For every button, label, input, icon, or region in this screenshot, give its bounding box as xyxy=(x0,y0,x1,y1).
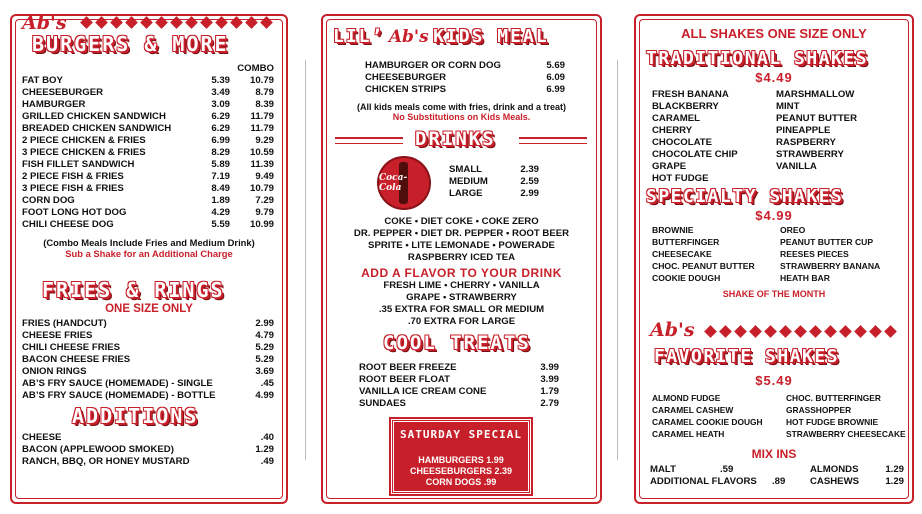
item-price: 5.29 xyxy=(255,354,274,365)
special-items xyxy=(394,455,528,488)
shake-flavor: CARAMEL xyxy=(652,113,700,124)
item-name: 2 PIECE CHICKEN & FRIES xyxy=(22,135,146,146)
item-name: HAMBURGER OR CORN DOG xyxy=(365,60,501,71)
item-price: 3.99 xyxy=(540,374,559,385)
combo-price: 9.79 xyxy=(255,207,274,218)
item-name: FOOT LONG HOT DOG xyxy=(22,207,127,218)
item-name: BACON CHEESE FRIES xyxy=(22,354,131,365)
traditional-price: $4.49 xyxy=(755,70,793,85)
shakes-panel xyxy=(634,14,914,504)
menu-row xyxy=(22,390,274,402)
item-name: HAMBURGER xyxy=(22,99,86,110)
specialty-list xyxy=(652,224,880,284)
combo-price: 10.99 xyxy=(249,219,274,230)
item-price: .40 xyxy=(260,432,274,443)
item-name: FISH FILLET SANDWICH xyxy=(22,159,135,170)
drink-line: SPRITE • LITE LEMONADE • POWERADE xyxy=(368,240,555,251)
item-name: SUNDAES xyxy=(359,398,406,409)
combo-price: 9.49 xyxy=(255,171,274,182)
menu-row xyxy=(22,87,274,99)
abs-logo: Ab's xyxy=(22,12,67,34)
flavor-line: GRAPE • STRAWBERRY xyxy=(406,292,517,303)
shake-flavor: CHOCOLATE CHIP xyxy=(652,149,738,160)
kids-title: KIDS MEAL xyxy=(433,26,549,47)
flavor-line: .35 EXTRA FOR SMALL OR MEDIUM xyxy=(378,304,545,315)
item-name: ROOT BEER FREEZE xyxy=(359,362,457,373)
item-price: 4.79 xyxy=(255,330,274,341)
item-name: CHEESE FRIES xyxy=(22,330,93,341)
drink-size: SMALL xyxy=(449,164,483,175)
menu-row xyxy=(22,135,274,147)
shake-flavor: MINT xyxy=(776,101,800,112)
shake-flavor: STRAWBERRY CHEESECAKE xyxy=(786,429,906,439)
drink-options xyxy=(323,216,600,264)
item-price: 3.09 xyxy=(211,99,230,110)
shake-size-note: ALL SHAKES ONE SIZE ONLY xyxy=(681,26,867,41)
item-price: 6.29 xyxy=(211,123,230,134)
menu-row xyxy=(359,398,559,410)
flavor-options xyxy=(323,280,600,328)
kids-list xyxy=(365,60,565,96)
item-name: VANILLA ICE CREAM CONE xyxy=(359,386,487,397)
shake-flavor: BUTTERFINGER xyxy=(652,237,720,247)
item-name: ONION RINGS xyxy=(22,366,87,377)
shake-flavor: RASPBERRY xyxy=(776,137,836,148)
item-name: 2 PIECE FISH & FRIES xyxy=(22,171,124,182)
menu-row xyxy=(22,318,274,330)
item-name: BACON (APPLEWOOD SMOKED) xyxy=(22,444,174,455)
item-price: 3.69 xyxy=(255,366,274,377)
menu-row xyxy=(22,354,274,366)
combo-price: 11.79 xyxy=(250,111,274,122)
item-name: CHEESEBURGER xyxy=(365,72,447,83)
item-price: 1.79 xyxy=(540,386,559,397)
special-line: CORN DOGS .99 xyxy=(425,477,497,487)
special-line: HAMBURGERS 1.99 xyxy=(418,455,504,465)
shake-flavor: PEANUT BUTTER xyxy=(776,113,858,124)
flavor-line: FRESH LIME • CHERRY • VANILLA xyxy=(383,280,540,291)
item-price: 5.89 xyxy=(211,159,230,170)
column-divider xyxy=(617,60,618,460)
shake-flavor: HOT FUDGE xyxy=(652,173,709,184)
item-name: 3 PIECE FISH & FRIES xyxy=(22,183,124,194)
menu-row xyxy=(22,171,274,183)
menu-row xyxy=(22,195,274,207)
specialty-title: SPECIALTY SHAKES xyxy=(646,186,844,207)
fries-title: FRIES & RINGS xyxy=(42,278,225,302)
special-title: SATURDAY SPECIAL xyxy=(400,428,522,441)
item-name: CHILI CHEESE FRIES xyxy=(22,342,121,353)
kids-drinks-panel xyxy=(321,14,602,504)
burgers-panel xyxy=(10,14,288,504)
rule xyxy=(519,137,587,144)
item-price: 4.99 xyxy=(255,390,274,401)
item-price: 6.99 xyxy=(211,135,230,146)
item-name: CORN DOG xyxy=(22,195,75,206)
drink-size: LARGE xyxy=(449,188,483,199)
burgers-title: BURGERS & MORE xyxy=(32,32,229,56)
column-divider xyxy=(305,60,306,460)
menu-row xyxy=(22,444,274,456)
mixin-name: ALMONDS xyxy=(810,464,859,475)
item-price: 5.29 xyxy=(255,342,274,353)
menu-row xyxy=(22,456,274,468)
coca-cola-logo: Coca-Cola xyxy=(379,158,429,208)
item-price: 7.19 xyxy=(211,171,230,182)
shake-flavor: MARSHMALLOW xyxy=(776,89,855,100)
item-name: CHEESE xyxy=(22,432,62,443)
treats-list xyxy=(359,362,559,410)
combo-price: 10.79 xyxy=(249,183,274,194)
shake-flavor: CHEESECAKE xyxy=(652,249,712,259)
mixin-price: 1.29 xyxy=(885,464,904,475)
shake-flavor: VANILLA xyxy=(776,161,817,172)
menu-row xyxy=(22,75,274,87)
item-price: 5.59 xyxy=(211,219,230,230)
shake-flavor: HOT FUDGE BROWNIE xyxy=(786,417,879,427)
item-name: ROOT BEER FLOAT xyxy=(359,374,450,385)
menu-row xyxy=(22,342,274,354)
menu-row xyxy=(22,219,274,231)
shake-flavor: STRAWBERRY xyxy=(776,149,844,160)
item-price: 1.29 xyxy=(255,444,274,455)
item-price: 1.89 xyxy=(211,195,230,206)
diamond-border xyxy=(80,15,273,30)
mix-ins-title: MIX INS xyxy=(751,447,797,461)
combo-price: 9.29 xyxy=(255,135,274,146)
abs-logo: Ab's xyxy=(388,27,429,47)
item-name: AB’S FRY SAUCE (HOMEMADE) - SINGLE xyxy=(22,378,213,389)
menu-row xyxy=(449,176,539,188)
shake-flavor: CARAMEL COOKIE DOUGH xyxy=(652,417,763,427)
menu-row xyxy=(22,123,274,135)
shake-flavor: BLACKBERRY xyxy=(652,101,719,112)
mixin-name: CASHEWS xyxy=(810,476,860,487)
shake-flavor: PINEAPPLE xyxy=(776,125,831,136)
special-line: CHEESEBURGERS 2.39 xyxy=(409,466,513,476)
item-price: 3.99 xyxy=(540,362,559,373)
menu-row xyxy=(22,432,274,444)
item-price: 4.29 xyxy=(211,207,230,218)
shake-flavor: GRASSHOPPER xyxy=(786,405,852,415)
item-price: 5.69 xyxy=(546,60,565,71)
shake-flavor: CHERRY xyxy=(652,125,693,136)
item-name: BREADED CHICKEN SANDWICH xyxy=(22,123,172,134)
menu-row xyxy=(22,159,274,171)
item-price: 6.99 xyxy=(546,84,565,95)
fries-subtitle: ONE SIZE ONLY xyxy=(105,303,193,315)
item-price: 2.99 xyxy=(255,318,274,329)
item-name: GRILLED CHICKEN SANDWICH xyxy=(22,111,166,122)
menu-row xyxy=(359,386,559,398)
drink-line: COKE • DIET COKE • COKE ZERO xyxy=(384,216,539,227)
additions-list xyxy=(22,432,274,468)
favorite-price: $5.49 xyxy=(755,373,793,388)
shake-flavor: FRESH BANANA xyxy=(652,89,729,100)
combo-price: 8.79 xyxy=(255,87,274,98)
drink-line: DR. PEPPER • DIET DR. PEPPER • ROOT BEER xyxy=(353,228,570,239)
item-price: 6.29 xyxy=(211,111,230,122)
shake-flavor: CARAMEL CASHEW xyxy=(652,405,734,415)
item-price: 2.99 xyxy=(520,188,539,199)
item-name: 3 PIECE CHICKEN & FRIES xyxy=(22,147,146,158)
shake-flavor: REESES PIECES xyxy=(780,249,849,259)
shake-sub-note: Sub a Shake for an Additional Charge xyxy=(65,248,233,259)
drink-size: MEDIUM xyxy=(449,176,488,187)
shake-flavor: HEATH BAR xyxy=(780,273,830,283)
mixin-name: ADDITIONAL FLAVORS xyxy=(650,476,757,487)
favorite-title: FAVORITE SHAKES xyxy=(654,346,840,367)
item-price: 6.09 xyxy=(546,72,565,83)
fries-list xyxy=(22,318,274,402)
menu-row xyxy=(22,99,274,111)
rule xyxy=(335,137,403,144)
shake-flavor: GRAPE xyxy=(652,161,687,172)
item-price: .45 xyxy=(260,378,274,389)
kids-prefix: LIL’ xyxy=(333,26,385,47)
diamond-border xyxy=(704,324,897,339)
item-price: 2.59 xyxy=(520,176,539,187)
menu-row xyxy=(22,147,274,159)
menu-row xyxy=(365,72,565,84)
menu-row xyxy=(22,111,274,123)
mixin-price: 1.29 xyxy=(885,476,904,487)
menu-row xyxy=(22,207,274,219)
drinks-title: DRINKS xyxy=(415,128,496,150)
shake-flavor: CARAMEL HEATH xyxy=(652,429,725,439)
item-name: AB’S FRY SAUCE (HOMEMADE) - BOTTLE xyxy=(22,390,216,401)
menu-row xyxy=(365,60,565,72)
shake-flavor: OREO xyxy=(780,225,806,235)
abs-logo: Ab's xyxy=(650,319,695,341)
combo-price: 8.39 xyxy=(255,99,274,110)
shake-flavor: CHOC. BUTTERFINGER xyxy=(786,393,881,403)
menu-row xyxy=(22,330,274,342)
shake-flavor: STRAWBERRY BANANA xyxy=(780,261,881,271)
mix-ins-list xyxy=(650,464,904,488)
item-name: RANCH, BBQ, OR HONEY MUSTARD xyxy=(22,456,190,467)
mixin-price: .89 xyxy=(772,476,786,487)
menu-row xyxy=(359,374,559,386)
item-price: 5.39 xyxy=(211,75,230,86)
shake-flavor: BROWNIE xyxy=(652,225,694,235)
item-price: 3.49 xyxy=(211,87,230,98)
combo-header: COMBO xyxy=(237,63,274,74)
shake-flavor: COOKIE DOUGH xyxy=(652,273,721,283)
combo-price: 11.39 xyxy=(250,159,274,170)
combo-price: 7.29 xyxy=(255,195,274,206)
kids-note: (All kids meals come with fries, drink and a treat) xyxy=(356,102,567,112)
traditional-list xyxy=(652,89,857,185)
cool-treats-title: COOL TREATS xyxy=(383,332,531,354)
kids-no-sub-note: No Substitutions on Kids Meals. xyxy=(392,112,531,122)
shake-flavor: CHOCOLATE xyxy=(652,137,713,148)
drink-sizes xyxy=(449,164,539,200)
item-price: 2.79 xyxy=(540,398,559,409)
specialty-price: $4.99 xyxy=(755,208,793,223)
item-price: 8.49 xyxy=(211,183,230,194)
item-name: CHEESEBURGER xyxy=(22,87,104,98)
item-name: CHICKEN STRIPS xyxy=(365,84,447,95)
combo-price: 10.59 xyxy=(249,147,274,158)
item-price: 8.29 xyxy=(211,147,230,158)
item-name: CHILI CHEESE DOG xyxy=(22,219,114,230)
menu-row xyxy=(449,188,539,200)
mixin-name: MALT xyxy=(650,464,676,475)
shake-of-month: SHAKE OF THE MONTH xyxy=(722,289,826,299)
saturday-special-box xyxy=(391,419,531,494)
shake-flavor: PEANUT BUTTER CUP xyxy=(780,237,874,247)
combo-price: 11.79 xyxy=(250,123,274,134)
mixin-price: .59 xyxy=(720,464,734,475)
flavor-title: ADD A FLAVOR TO YOUR DRINK xyxy=(361,266,562,280)
item-price: .49 xyxy=(260,456,274,467)
shake-flavor: CHOC. PEANUT BUTTER xyxy=(652,261,755,271)
burgers-list xyxy=(22,63,274,231)
favorite-list xyxy=(652,392,906,440)
menu-row xyxy=(449,164,539,176)
traditional-title: TRADITIONAL SHAKES xyxy=(646,48,869,69)
combo-note: (Combo Meals Include Fries and Medium Drink) xyxy=(43,237,255,248)
menu-row xyxy=(22,366,274,378)
item-name: FAT BOY xyxy=(22,75,63,86)
shake-flavor: ALMOND FUDGE xyxy=(652,393,721,403)
flavor-line: .70 EXTRA FOR LARGE xyxy=(407,316,516,327)
item-name: FRIES (HANDCUT) xyxy=(22,318,107,329)
item-price: 2.39 xyxy=(520,164,539,175)
menu-row xyxy=(365,84,565,96)
drink-line: RASPBERRY ICED TEA xyxy=(407,252,516,263)
menu-row xyxy=(359,362,559,374)
combo-price: 10.79 xyxy=(249,75,274,86)
additions-title: ADDITIONS xyxy=(72,404,199,428)
menu-row xyxy=(22,378,274,390)
menu-row xyxy=(22,183,274,195)
